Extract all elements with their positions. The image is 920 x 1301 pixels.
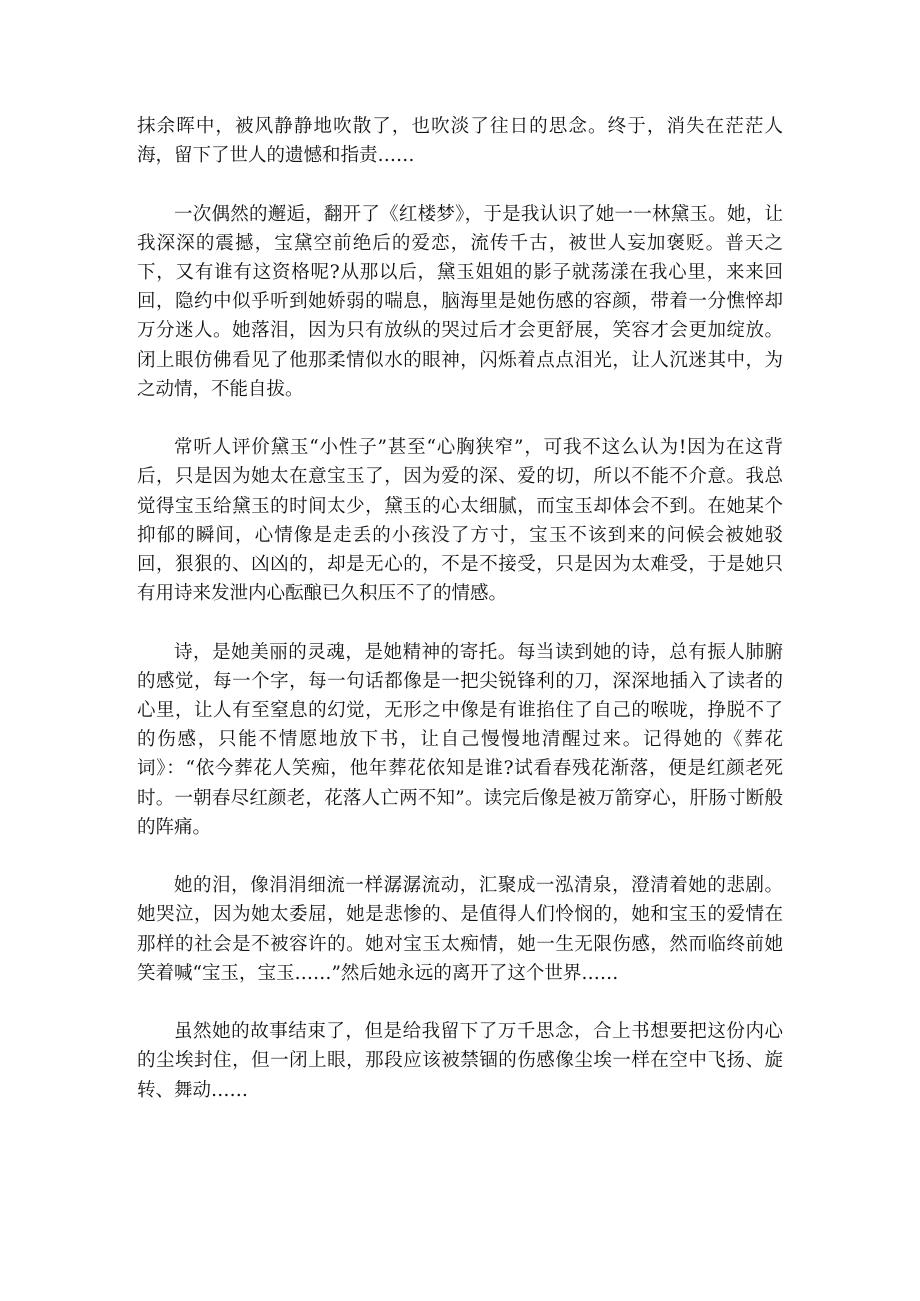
paragraph-poetry: 诗，是她美丽的灵魂，是她精神的寄托。每当读到她的诗，总有振人肺腑的感觉，每一个字，每一句话都像是一把尖锐锋利的刀，深深地插入了读者的心里，让人有至窒息的幻觉，无形之中像是有谁掐住了自己的喉咙，挣脱不了的伤感，只能不情愿地放下书，让自己慢慢地清醒过来。记得她的《葬花词》：“依今葬花人笑痴，他年葬花依知是谁?试看春残花渐落，便是红颜老死时。一朝春尽红颜老，花落人亡两不知”。读完后像是被万箭穿心，肝肠寸断般的阵痛。 xyxy=(137,641,783,838)
paragraph-first-encounter: 一次偶然的邂逅，翻开了《红楼梦》，于是我认识了她一一林黛玉。她，让我深深的震撼，宝黛空前绝后的爱恋，流传千古，被世人妄加褒贬。普天之下，又有谁有这资格呢?从那以后，黛玉姐姐的影子就荡漾在我心里，来来回回，隐约中似乎听到她娇弱的喘息，脑海里是她伤感的容颜，带着一分憔悴却万分迷人。她落泪，因为只有放纵的哭过后才会更舒展，笑容才会更加绽放。闭上眼仿佛看见了他那柔情似水的眼神，闪烁着点点泪光，让人沉迷其中，为之动情，不能自拔。 xyxy=(137,203,783,400)
paragraph-continuation: 抹余晖中，被风静静地吹散了，也吹淡了往日的思念。终于，消失在茫茫人海，留下了世人的遗憾和指责…… xyxy=(137,116,783,167)
paragraph-tears: 她的泪，像涓涓细流一样潺潺流动，汇聚成一泓清泉，澄清着她的悲剧。她哭泣，因为她太委屈，她是悲惨的、是值得人们怜悯的，她和宝玉的爱情在那样的社会是不被容许的。她对宝玉太痴情，她一生无限伤感，然而临终前她笑着喊“宝玉，宝玉……”然后她永远的离开了这个世界…… xyxy=(137,875,783,984)
paragraph-ending: 虽然她的故事结束了，但是给我留下了万千思念，合上书想要把这份内心的尘埃封住，但一闭上眼，那段应该被禁锢的伤感像尘埃一样在空中飞扬、旋转、舞动…… xyxy=(137,1021,783,1101)
document-body xyxy=(137,112,783,1134)
paragraph-temperament: 常听人评价黛玉“小性子”甚至“心胸狭窄”，可我不这么认为!因为在这背后，只是因为她太在意宝玉了，因为爱的深、爱的切，所以不能不介意。我总觉得宝玉给黛玉的时间太少，黛玉的心太细腻，而宝玉却体会不到。在她某个抑郁的瞬间，心情像是走丢的小孩没了方寸，宝玉不该到来的问候会被她驳回，狠狠的、凶凶的，却是无心的，不是不接受，只是因为太难受，于是她只有用诗来发泄内心酝酿已久积压不了的情感。 xyxy=(137,437,783,605)
